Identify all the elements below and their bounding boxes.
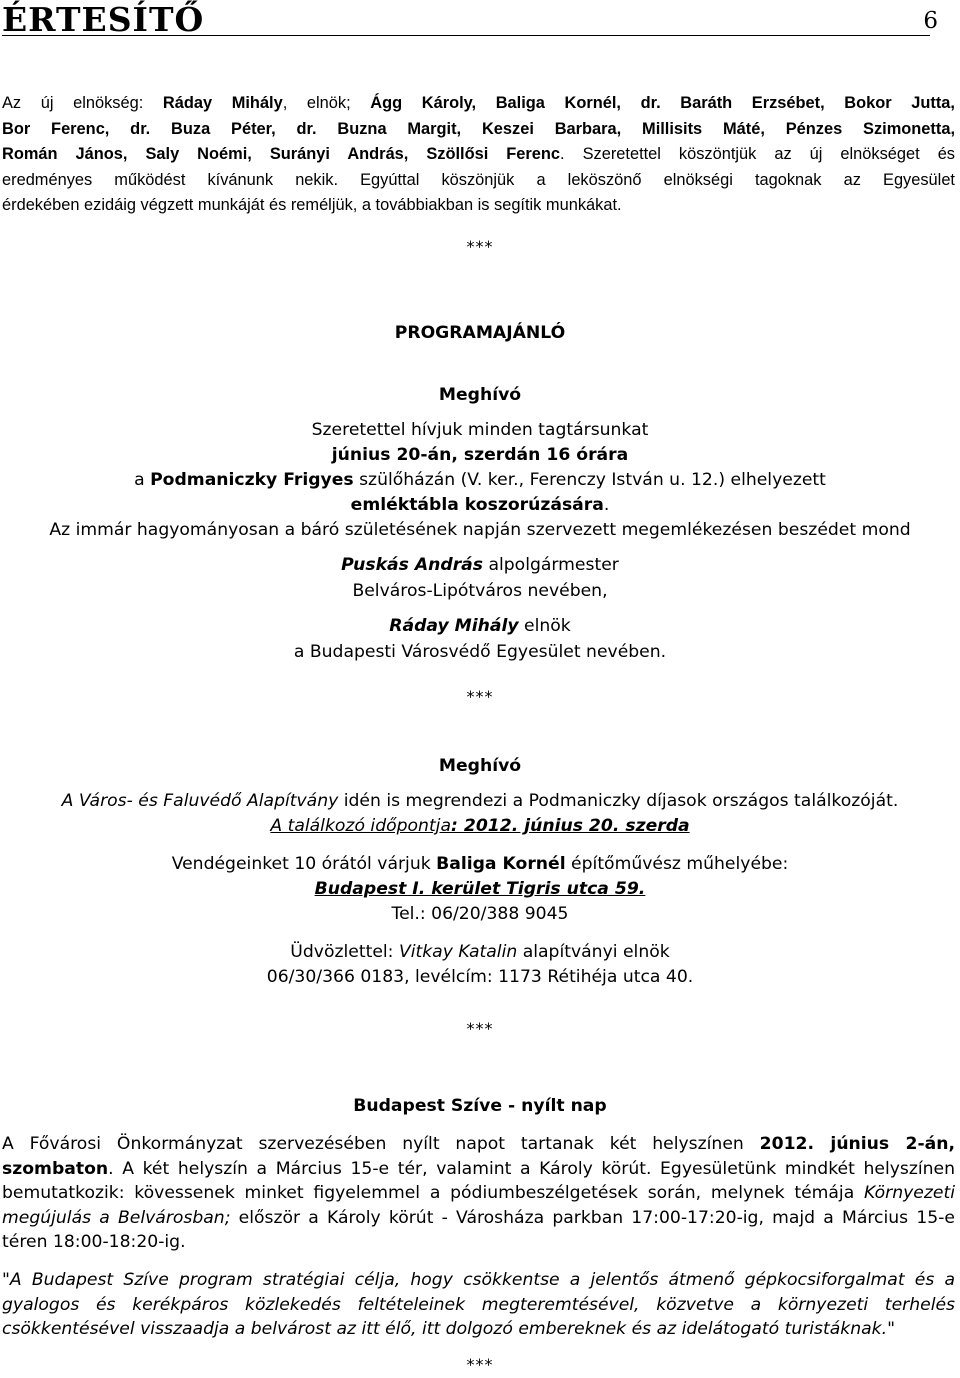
page-title: ÉRTESÍTŐ	[2, 0, 205, 39]
foundation-name: A Város- és Faluvédő Alapítvány	[61, 791, 339, 811]
speaker-2-org: a Budapesti Városvédő Egyesület nevében.	[293, 642, 667, 662]
invite2-address: Budapest I. kerület Tigris utca 59.	[314, 879, 646, 899]
separator: ***	[466, 1355, 494, 1374]
invite-event-dot: .	[603, 495, 610, 515]
openday-venues: . A két helyszín a Március 15-e tér, valamint a Károly körút. Egyesületünk mindkét helyszínen	[108, 1158, 955, 1179]
honoree-name: Podmaniczky Frigyes	[150, 470, 354, 490]
invite2-signature	[0, 939, 960, 965]
speaker-1-org: Belváros-Lipótváros nevében,	[352, 581, 608, 601]
invite-location-prefix: a	[134, 470, 151, 490]
openday-topic-2: megújulás a Belvárosban;	[2, 1207, 231, 1228]
signer-name: Vitkay Katalin	[398, 942, 518, 962]
host-name: Baliga Kornél	[436, 854, 566, 874]
speaker-2-role: elnök	[518, 616, 571, 636]
separator: ***	[466, 1019, 494, 1038]
openday-day: szombaton	[2, 1158, 109, 1179]
invite2-title: Meghívó	[438, 756, 522, 776]
board-wish: eredményes működést kívánunk nekik.	[2, 170, 361, 189]
invite-line-1: Szeretettel hívjuk minden tagtársunkat	[311, 420, 649, 440]
header-rule	[2, 35, 930, 36]
invite-title: Meghívó	[438, 385, 522, 405]
invite2-workshop: építőművész műhelyébe:	[565, 854, 789, 874]
board-line-2: Bor Ferenc, dr. Buza Péter, dr. Buzna Margit, Keszei Barbara, Millisits Máté, Pénzes Szimonetta,	[2, 119, 955, 138]
invite2-line-1	[0, 788, 960, 814]
openday-line-2	[2, 1157, 955, 1182]
quote-line-2: gyalogos és kerékpáros közlekedés feltételeinek megteremtésével, közvetve a környezeti terhelés	[2, 1294, 955, 1315]
invite-event-name: emléktábla koszorúzására	[350, 495, 604, 515]
openday-quote	[2, 1268, 955, 1342]
openday-topic-intro: bemutatkozik: kövessenek minket figyelemmel a pódiumbeszélgetések során, melynek témája	[2, 1183, 864, 1203]
speaker-1	[0, 552, 960, 578]
signer-role: alapítványi elnök	[517, 942, 670, 962]
board-line-4	[2, 168, 955, 194]
board-paragraph	[2, 91, 955, 219]
separator: ***	[466, 237, 494, 256]
board-thanks: Egyúttal köszönjük a leköszönő elnökségi tagoknak az Egyesület	[360, 170, 955, 189]
invite2-date	[0, 813, 960, 839]
president-role: , elnök;	[282, 94, 371, 112]
speaker-2	[0, 613, 960, 639]
speaker-1-role: alpolgármester	[483, 555, 619, 575]
invite2-contact: 06/30/366 0183, levélcím: 1173 Rétihéja utca 40.	[266, 967, 694, 987]
board-line-3	[2, 142, 955, 168]
board-line-5: érdekében ezidáig végzett munkáját és reméljük, a továbbiakban is segítik munkákat.	[2, 196, 622, 214]
quote-line-1: "A Budapest Szíve program stratégiai célja, hogy csökkentse a jelentős átmenő gépkocsiforgalmat és a	[2, 1270, 955, 1290]
quote-line-3: csökkentésével visszaadja a belvárost az itt élő, itt dolgozó embereknek és az idelátogató turistáknak."	[2, 1319, 895, 1339]
invite2-phone: Tel.: 06/20/388 9045	[391, 904, 569, 924]
program-heading: PROGRAMAJÁNLÓ	[394, 323, 566, 343]
page-number: 6	[923, 8, 938, 34]
invite-speech-line: Az immár hagyományosan a báró születésének napján szervezett megemlékezésen beszédet mond	[49, 520, 911, 540]
invite-event	[0, 492, 960, 518]
board-line-1	[2, 91, 955, 117]
speaker-1-name: Puskás András	[341, 555, 483, 575]
president-name: Ráday Mihály	[162, 94, 283, 112]
openday-title: Budapest Szíve - nyílt nap	[353, 1096, 607, 1116]
board-members-3: Román János, Saly Noémi, Surányi András, Szöllősi Ferenc	[2, 145, 561, 163]
invite2-line-3	[0, 851, 960, 877]
invite2-date-value: : 2012. június 20. szerda	[451, 816, 690, 836]
openday-topic-1: Környezeti	[864, 1183, 955, 1203]
openday-line-3	[2, 1181, 955, 1206]
board-intro: Az új elnökség:	[2, 94, 163, 112]
speaker-2-name: Ráday Mihály	[389, 616, 519, 636]
openday-line-5: téren 18:00-18:20-ig.	[2, 1232, 186, 1252]
openday-intro: A Fővárosi Önkormányzat szervezésében nyílt napot tartanak két helyszínen	[2, 1134, 760, 1154]
openday-line-1	[2, 1132, 955, 1157]
openday-paragraph	[2, 1132, 955, 1255]
openday-line-4	[2, 1206, 955, 1231]
openday-schedule: először a Károly körút - Városháza parkban 17:00-17:20-ig, majd a Március 15-e	[230, 1207, 955, 1228]
board-greeting: . Szeretettel köszöntjük az új elnökséget és	[560, 145, 956, 163]
invite-location-address: szülőházán (V. ker., Ferenczy István u. 12.) elhelyezett	[353, 470, 826, 490]
separator: ***	[466, 687, 494, 706]
invite2-date-label: A találkozó időpontja	[270, 816, 451, 836]
invite2-line-1-rest: idén is megrendezi a Podmaniczky díjasok országos találkozóját.	[338, 791, 899, 811]
invite-date: június 20-án, szerdán 16 órára	[331, 445, 629, 465]
openday-date: 2012. június 2-án,	[759, 1134, 955, 1154]
invite2-greeting: Üdvözlettel:	[290, 942, 399, 962]
invite2-welcome: Vendégeinket 10 órától várjuk	[171, 854, 437, 874]
invite-location	[0, 467, 960, 493]
board-members-1: Ágg Károly, Baliga Kornél, dr. Baráth Erzsébet, Bokor Jutta,	[370, 94, 955, 112]
